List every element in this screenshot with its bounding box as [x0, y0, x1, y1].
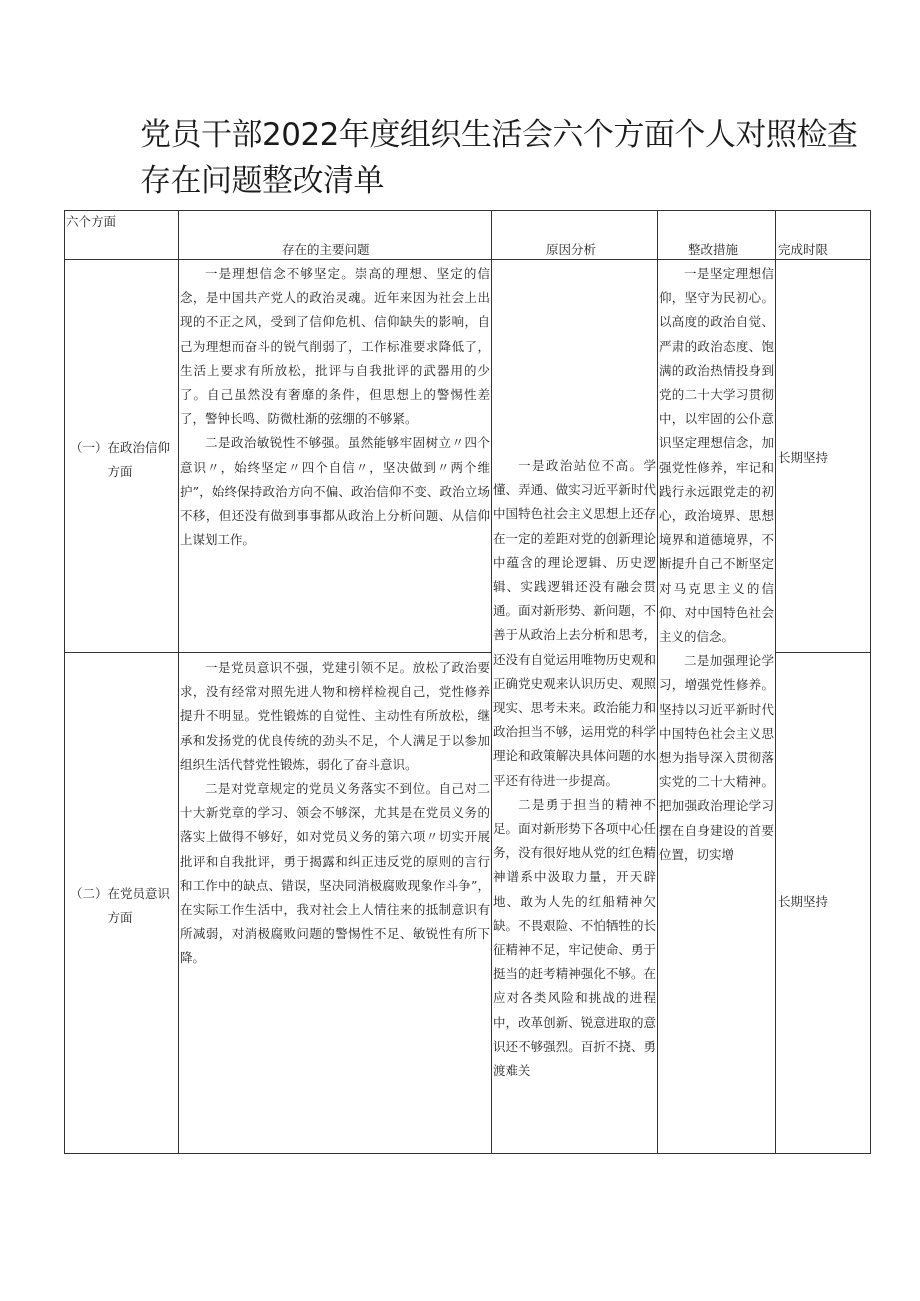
row-divider-right: [775, 652, 871, 653]
row1-problems: [180, 262, 490, 552]
col-divider-1: [178, 210, 179, 1154]
document-title: 党员干部2022年度组织生活会六个方面个人对照检查存在问题整改清单: [140, 117, 858, 199]
table-border-left: [64, 210, 65, 1154]
causes-cell: [493, 454, 656, 1152]
row1-problem-2: 二是政治敏锐性不够强。虽然能够牢固树立〃四个意识〃，始终坚定〃四个自信〃，坚决做到〃两个维护”，始终保持政治方向不偏、政治信仰不变、政治立场不移，但还没有做到事事都从政治上分析问题、从信仰上谋划工作。: [180, 435, 490, 548]
col-divider-4: [775, 210, 776, 1154]
cause-1: 一是政治站位不高。学懂、弄通、做实习近平新时代中国特色社会主义思想上还存在一定的差距对党的创新理论中蕴含的理论逻辑、历史逻辑、实践逻辑还没有融会贯通。面对新形势、新问题，不善于从政治上去分析和思考，还没有自觉运用唯物历史观和正确党史观来认识历史、观照现实、思考未来。政治能力和政治担当不够，运用党的科学理论和政策解决具体问题的水平还有待进一步提高。: [493, 458, 656, 788]
measure-2: 二是加强理论学习，增强党性修养。坚持以习近平新时代中国特色社会主义思想为指导深入贯彻落实党的二十大精神。把加强政治理论学习摆在自身建设的首要位置，切实增: [659, 653, 774, 862]
header-measures: 整改措施: [688, 242, 739, 257]
row-divider-left: [64, 652, 491, 653]
header-problems: 存在的主要问题: [282, 242, 370, 257]
row1-deadline-text: 长期坚持: [778, 450, 829, 465]
row2-problems: [180, 656, 490, 971]
col-divider-2: [491, 210, 492, 1154]
header-deadline: 完成时限: [778, 242, 829, 257]
row1-aspect-text: （一）在政治信仰方面: [69, 440, 170, 479]
row1-deadline: [778, 446, 868, 470]
header-divider: [64, 259, 871, 260]
table-border-top: [64, 210, 871, 211]
row2-deadline-text: 长期坚持: [778, 894, 829, 909]
header-causes: 原因分析: [546, 242, 597, 257]
row1-problem-1: 一是理想信念不够坚定。崇高的理想、坚定的信念，是中国共产党人的政治灵魂。近年来因为社会上出现的不正之风，受到了信仰危机、信仰缺失的影响，自己为理想而奋斗的锐气削弱了，工作标准要求降低了，生活上要求有所放松，批评与自我批评的武器用的少了。自己虽然没有奢靡的条件，但思想上的警惕性差了，警钟长鸣、防微杜渐的弦绷的不够紧。: [180, 266, 490, 427]
row2-aspect-text: （二）在党员意识方面: [69, 886, 170, 925]
measure-1: 一是坚定理想信仰，坚守为民初心。以高度的政治自觉、严肃的政治态度、饱满的政治热情投身到党的二十大学习贯彻中，以牢固的公仆意识坚定理想信念，加强党性修养，牢记和践行永远跟党走的初心，政治境界、思想境界和道德境界，不断提升自己不断坚定对马克思主义的信仰、对中国特色社会主义的信念。: [659, 266, 774, 645]
table-border-bottom: [64, 1153, 871, 1154]
row2-problem-1: 一是党员意识不强，党建引领不足。放松了政治要求，没有经常对照先进人物和榜样检视自己，党性修养提升不明显。党性锻炼的自觉性、主动性有所放松，继承和发扬党的优良传统的劲头不足，个人满足于以参加组织生活代替党性锻炼，弱化了奋斗意识。: [180, 660, 490, 772]
row1-aspect: [68, 436, 172, 484]
row2-problem-2: 二是对党章规定的党员义务落实不到位。自己对二十大新党章的学习、领会不够深，尤其是在党员义务的落实上做得不够好，如对党员义务的第六项〃切实开展批评和自我批评，勇于揭露和纠正违反党的原则的言行和工作中的缺点、错误，坚决同消极腐败现象作斗争”，在实际工作生活中，我对社会上人情往来的抵制意识有所减弱，对消极腐败问题的警惕性不足、敏锐性有所下降。: [180, 781, 490, 966]
cause-2: 二是勇于担当的精神不足。面对新形势下各项中心任务，没有很好地从党的红色精神谱系中汲取力量，开天辟地、敢为人先的红船精神欠缺。不畏艰险、不怕牺牲的长征精神不足，牢记使命、勇于挺当的赶考精神强化不够。在应对各类风险和挑战的进程中，改革创新、锐意进取的意识还不够强烈。百折不挠、勇渡难关: [493, 796, 656, 1079]
measures-cell: [659, 262, 774, 942]
col-divider-3: [657, 210, 658, 1154]
header-aspect: 六个方面: [66, 214, 117, 229]
row2-deadline: [778, 890, 868, 914]
row2-aspect: [68, 882, 172, 930]
table-border-right: [870, 210, 871, 1154]
